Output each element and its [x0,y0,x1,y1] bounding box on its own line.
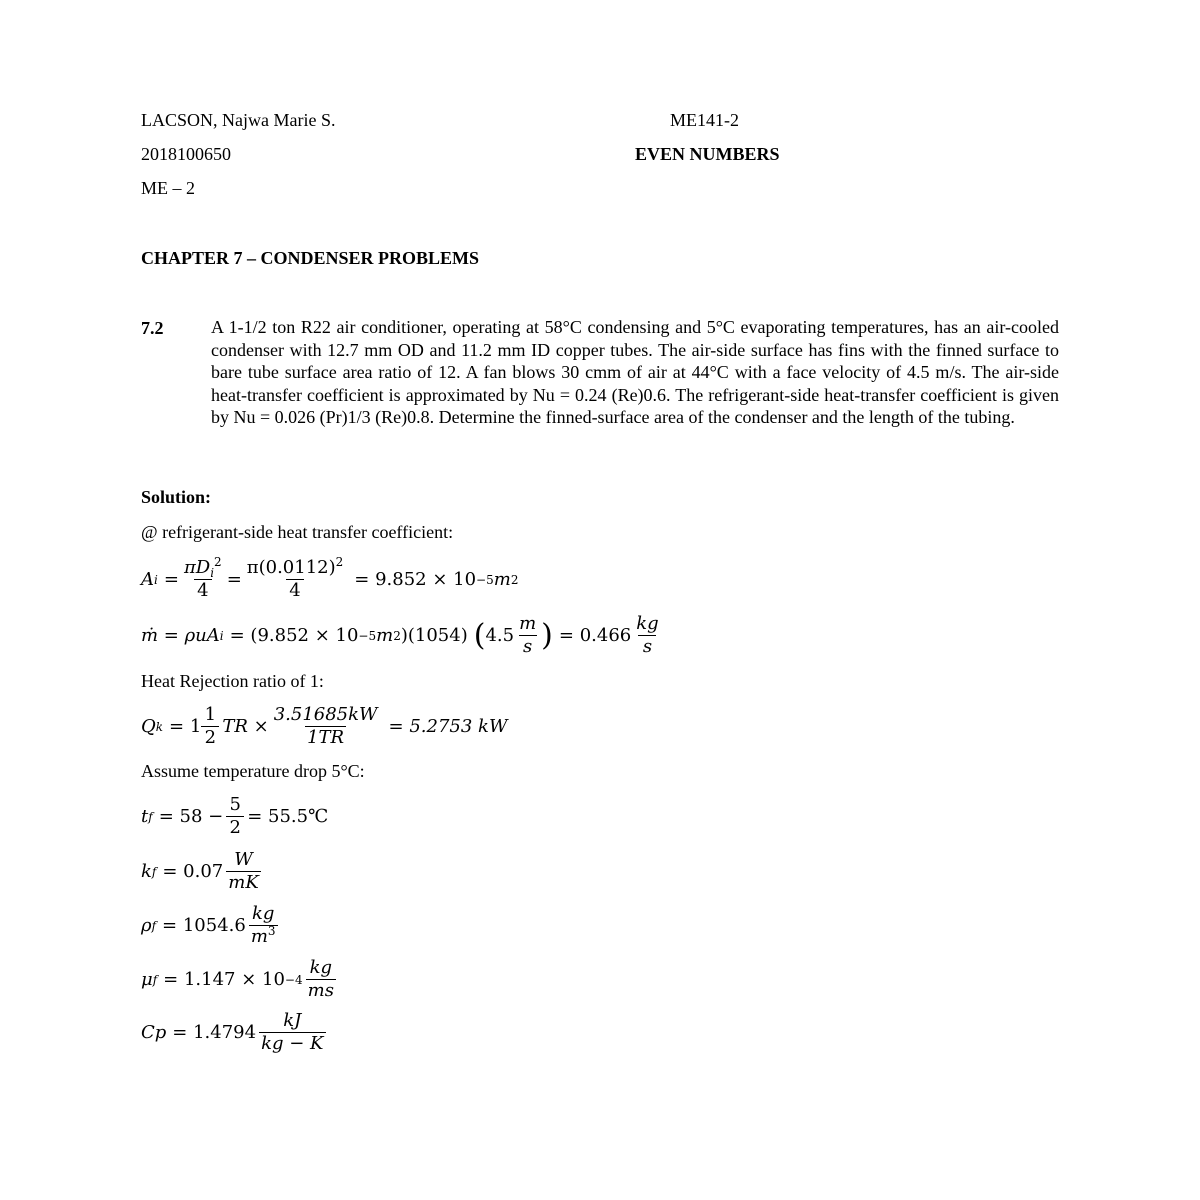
problem-statement: A 1-1/2 ton R22 air conditioner, operating at 58°C condensing and 5°C evaporating temperatures, has an air-cooled condenser with 12.7 mm OD and 11.2 mm ID copper tubes. The air-side surface has fins with the finned surface to bare tube surface area ratio of 12. A fan blows 30 cmm of air at 44°C with a face velocity of 4.5 m/s. The air-side heat-transfer coefficient is approximated by Nu = 0.24 (Re)0.6. The refrigerant-side heat-transfer coefficient is given by Nu = 0.026 (Pr)1/3 (Re)0.8. Determine the finned-surface area of the condenser and the length of the tubing. [211,317,1059,428]
equation-specific-heat: Cp = 1.4794 $\frac{kJ}{kg - K}$ [141,1010,324,1054]
equation-conductivity: k f = 0.07 $\frac{W}{mK}$ [141,849,259,893]
set-label: EVEN NUMBERS [635,144,780,164]
equation-heat-rejection: Q k = 1 $\frac{1}{2}$ TR × $\frac{3.51685kW}{1TR}$ = 5.2753 kW [141,704,508,748]
equation-mass-flow: ṁ = ρuA i = (9.852 × 10 −5 m 2 )(1054) ( 4.5 $\frac{m}{s}$ ) = 0.466 $\frac{kg}{s}$ [141,613,659,657]
equation-inner-area: A i = $\frac{\pi D_i^2}{4}$ = $\frac{\pi(0.0112)^2}{4}$ = 9.852 × 10 −5 m 2 [141,555,519,601]
program: ME – 2 [141,178,195,198]
course-code: ME141-2 [670,110,739,130]
heat-rejection-label: Heat Rejection ratio of 1: [141,671,324,691]
temperature-drop-label: Assume temperature drop 5°C: [141,761,365,781]
refrigerant-side-label: @ refrigerant-side heat transfer coefficient: [141,522,454,542]
equation-film-temperature: t f = 58 − $\frac{5}{2}$ = 55.5℃ [141,794,329,838]
student-name: LACSON, Najwa Marie S. [141,110,336,130]
problem-number: 7.2 [141,318,164,338]
student-id: 2018100650 [141,144,231,164]
solution-heading: Solution: [141,487,212,507]
equation-viscosity: μ f = 1.147 × 10 −4 $\frac{kg}{ms}$ [141,957,334,1001]
chapter-title: CHAPTER 7 – CONDENSER PROBLEMS [141,248,480,268]
equation-density: ρ f = 1054.6 $\frac{kg}{m^3}$ [141,903,276,947]
